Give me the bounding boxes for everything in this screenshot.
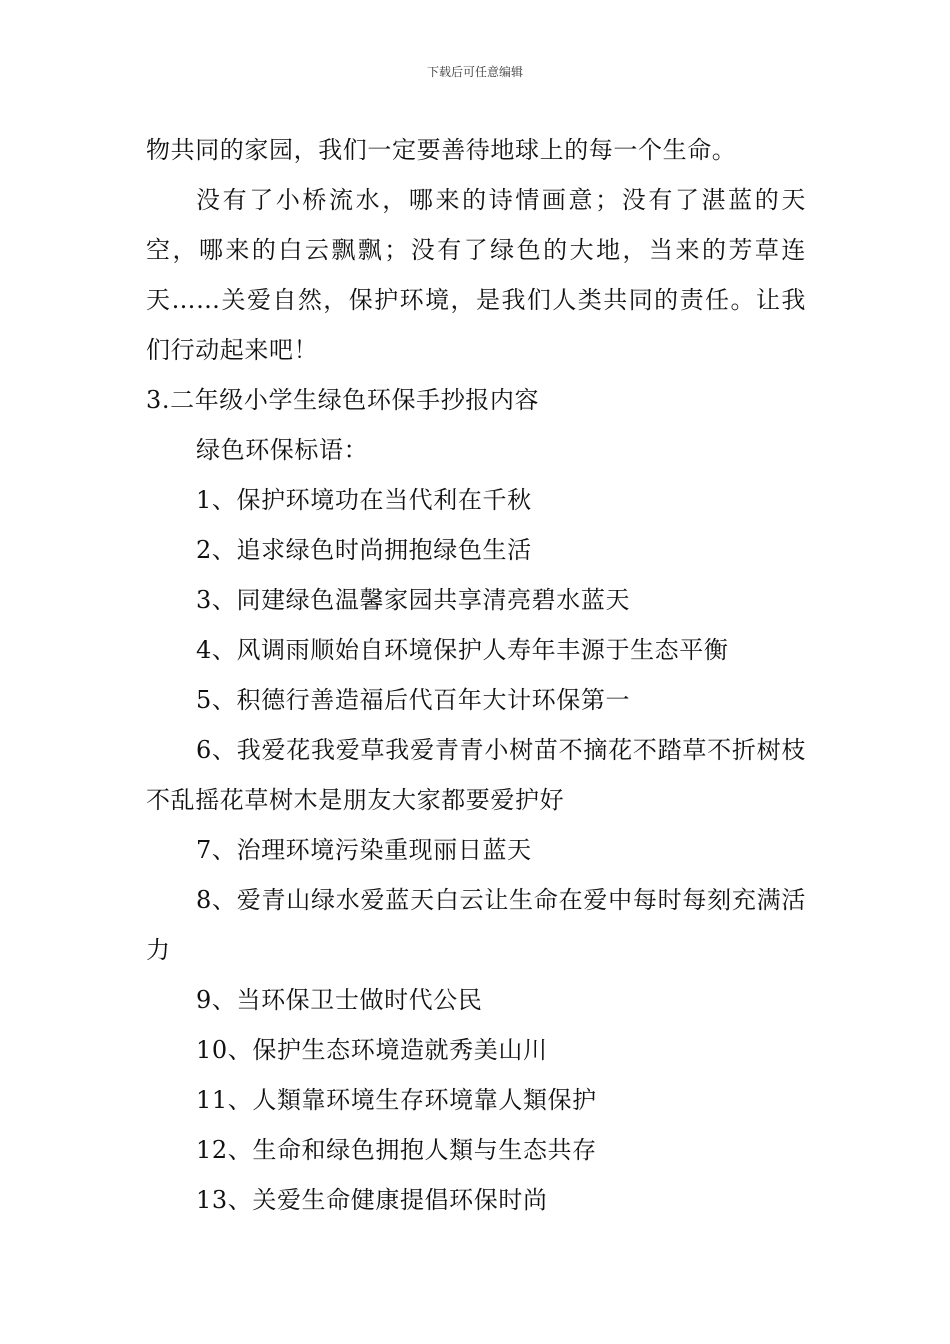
slogan-item: 10、保护生态环境造就秀美山川 xyxy=(196,1036,548,1064)
slogan-item: 11、人類靠环境生存环境靠人類保护 xyxy=(196,1086,597,1114)
slogan-item: 2、追求绿色时尚拥抱绿色生活 xyxy=(196,536,532,564)
paragraph-continuation: 物共同的家园，我们一定要善待地球上的每一个生命。 xyxy=(146,136,737,164)
slogan-item: 4、风调雨顺始自环境保护人寿年丰源于生态平衡 xyxy=(196,636,729,664)
slogan-item: 13、关爱生命健康提倡环保时尚 xyxy=(196,1186,548,1214)
slogan-item: 6、我爱花我爱草我爱青青小树苗不摘花不踏草不折树枝不乱摇花草树木是朋友大家都要爱护好 xyxy=(146,736,806,814)
slogan-item: 1、保护环境功在当代利在千秋 xyxy=(196,486,532,514)
slogan-item: 12、生命和绿色拥抱人類与生态共存 xyxy=(196,1136,597,1164)
slogans-heading: 绿色环保标语： xyxy=(196,436,369,464)
slogan-item: 3、同建绿色温馨家园共享清亮碧水蓝天 xyxy=(196,586,631,614)
slogan-item: 8、爱青山绿水爱蓝天白云让生命在爱中每时每刻充满活力 xyxy=(146,886,806,964)
slogan-item: 5、积德行善造福后代百年大计环保第一 xyxy=(196,686,631,714)
section-heading: 3.二年级小学生绿色环保手抄报内容 xyxy=(146,386,540,414)
slogan-item: 7、治理环境污染重现丽日蓝天 xyxy=(196,836,532,864)
slogan-item: 9、当环保卫士做时代公民 xyxy=(196,986,483,1014)
page-header: 下载后可任意编辑 xyxy=(426,65,523,79)
document-body xyxy=(146,125,806,1225)
paragraph-nature-care: 没有了小桥流水，哪来的诗情画意；没有了湛蓝的天空，哪来的白云飘飘；没有了绿色的大地，当来的芳草连天……关爱自然，保护环境，是我们人类共同的责任。让我们行动起来吧！ xyxy=(146,186,806,364)
